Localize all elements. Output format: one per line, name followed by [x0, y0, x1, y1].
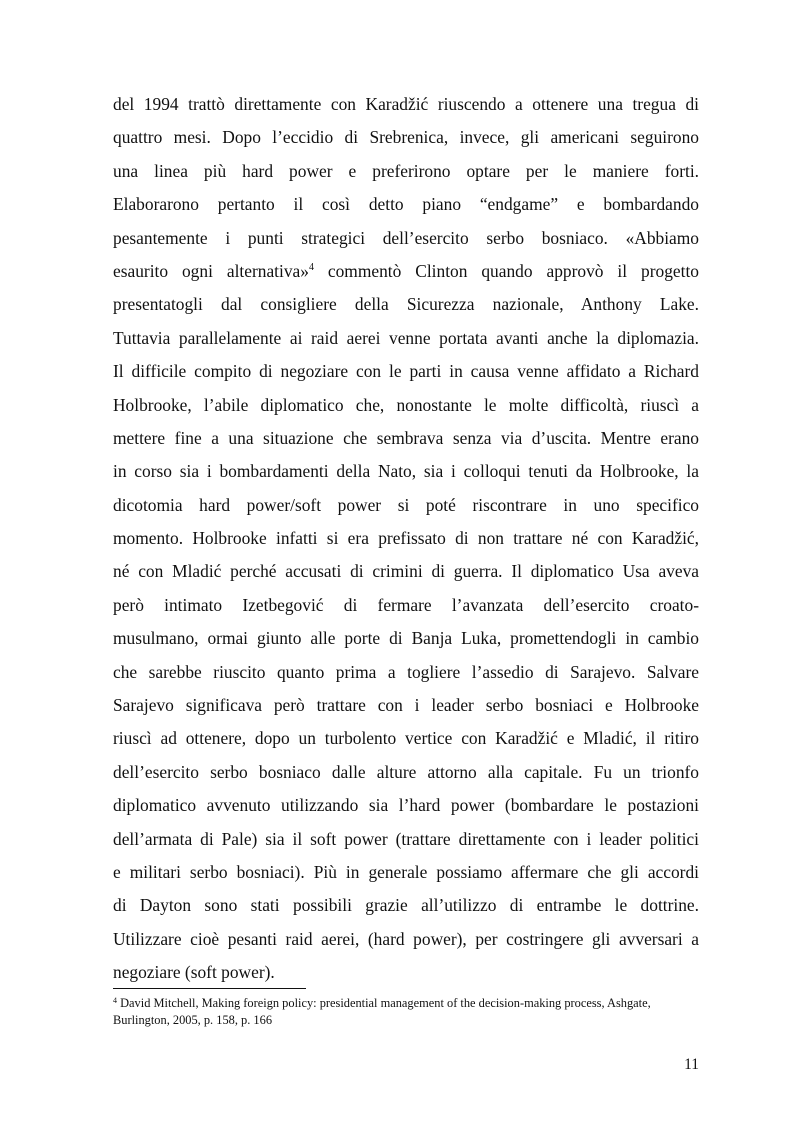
text-line: in corso sia i bombardamenti della Nato, sia i colloqui tenuti da Holbrooke, la	[113, 461, 699, 482]
text-line: dell’esercito serbo bosniaco dalle alture attorno alla capitale. Fu un trionfo	[113, 761, 699, 782]
text-line: quattro mesi. Dopo l’eccidio di Srebrenica, invece, gli americani seguirono	[113, 127, 699, 148]
footnote-separator	[113, 988, 306, 989]
text-line: Holbrooke, l’abile diplomatico che, nonostante le molte difficoltà, riuscì a	[113, 394, 699, 415]
text-line: del 1994 trattò direttamente con Karadžić riuscendo a ottenere una tregua di	[113, 94, 699, 114]
quote-continuation: commentò Clinton quando approvò il progetto	[327, 260, 699, 281]
text-line-with-footnote	[113, 255, 699, 288]
text-line: musulmano, ormai giunto alle porte di Banja Luka, promettendogli in cambio	[113, 628, 699, 649]
text-line: Il difficile compito di negoziare con le parti in causa venne affidato a Richard	[113, 361, 699, 382]
text-line: Tuttavia parallelamente ai raid aerei venne portata avanti anche la diplomazia.	[113, 327, 699, 348]
text-line-last: negoziare (soft power).	[113, 962, 275, 983]
text-line: pesantemente i punti strategici dell’esercito serbo bosniaco. «Abbiamo	[113, 227, 699, 248]
footnote-text: David Mitchell, Making foreign policy: presidential management of the decision-making process, Ashgate,	[120, 996, 651, 1010]
quote-lead: esaurito ogni alternativa»	[113, 260, 309, 281]
text-line: però intimato Izetbegović di fermare l’avanzata dell’esercito croato-	[113, 594, 699, 615]
text-line: presentatogli dal consigliere della Sicurezza nazionale, Anthony Lake.	[113, 294, 699, 315]
text-line: Elaborarono pertanto il così detto piano “endgame” e bombardando	[113, 194, 699, 215]
text-line: e militari serbo bosniaci). Più in generale possiamo affermare che gli accordi	[113, 861, 699, 882]
text-line: mettere fine a una situazione che sembrava senza via d’uscita. Mentre erano	[113, 427, 699, 448]
footnote-line: Burlington, 2005, p. 158, p. 166	[113, 1013, 273, 1027]
text-line: dicotomia hard power/soft power si poté riscontrare in uno specifico	[113, 494, 699, 515]
text-line: momento. Holbrooke infatti si era prefissato di non trattare né con Karadžić,	[113, 528, 699, 549]
text-line: Sarajevo significava però trattare con i leader serbo bosniaci e Holbrooke	[113, 695, 699, 716]
footnote-number: 4	[113, 996, 117, 1005]
text-line: riuscì ad ottenere, dopo un turbolento vertice con Karadžić e Mladić, il ritiro	[113, 728, 699, 749]
main-paragraph	[113, 88, 699, 990]
page-number: 11	[684, 1056, 699, 1073]
footnote-line	[113, 995, 703, 1012]
text-line: dell’armata di Pale) sia il soft power (trattare direttamente con i leader politici	[113, 828, 699, 849]
text-line: né con Mladić perché accusati di crimini di guerra. Il diplomatico Usa aveva	[113, 561, 699, 582]
text-line: di Dayton sono stati possibili grazie all’utilizzo di entrambe le dottrine.	[113, 895, 699, 916]
text-line: diplomatico avvenuto utilizzando sia l’hard power (bombardare le postazioni	[113, 795, 699, 816]
text-line: Utilizzare cioè pesanti raid aerei, (hard power), per costringere gli avversari a	[113, 928, 699, 949]
text-line: una linea più hard power e preferirono optare per le maniere forti.	[113, 160, 699, 181]
footnote	[113, 995, 703, 1029]
footnote-reference[interactable]: 4	[308, 261, 314, 273]
text-line: che sarebbe riuscito quanto prima a togliere l’assedio di Sarajevo. Salvare	[113, 661, 699, 682]
